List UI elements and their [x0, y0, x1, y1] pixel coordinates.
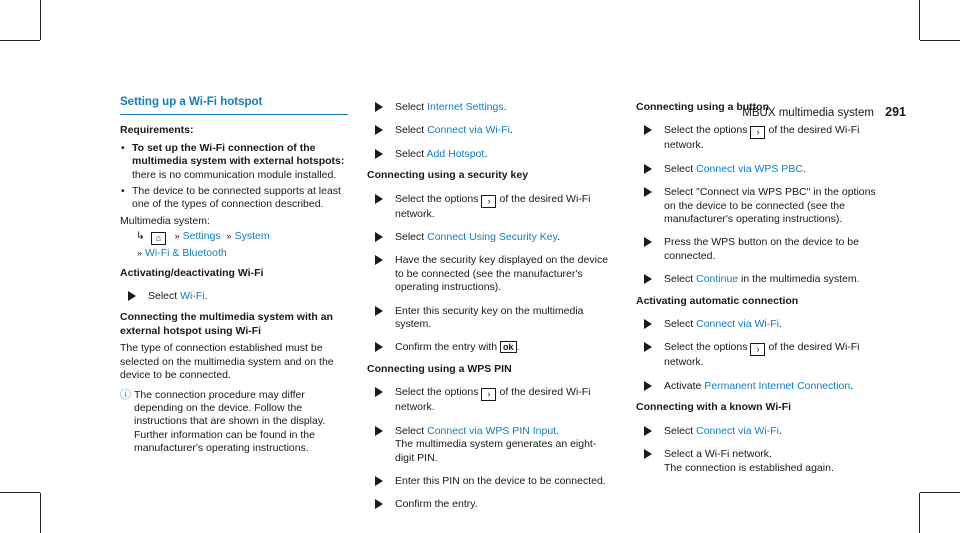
- step-text: Activate: [664, 379, 705, 392]
- crop-mark: [40, 493, 41, 533]
- step: [367, 475, 612, 488]
- step-text: Press the WPS button on the device to be connected.: [664, 236, 859, 262]
- step-text: of the desired Wi-Fi network.: [395, 386, 591, 414]
- menu-path: [120, 230, 348, 245]
- step: Select Wi-Fi.: [120, 290, 348, 303]
- chevron-right-icon: ›: [481, 195, 496, 208]
- column-3: [636, 101, 886, 483]
- step: [636, 186, 886, 226]
- button-heading: Connecting using a button: [636, 101, 769, 113]
- step: Select Connect via Wi-Fi.: [636, 318, 886, 331]
- connect-heading: Connecting the multimedia system with an external hotspot using Wi-Fi: [120, 311, 333, 337]
- chevron-right-icon: ›: [481, 388, 496, 401]
- step-arrow-icon: [375, 149, 383, 159]
- bullet-icon: •: [121, 185, 125, 198]
- path-system: System: [234, 230, 270, 243]
- step-text: Select the options: [395, 192, 479, 205]
- step-arrow-icon: [644, 237, 652, 247]
- step-text: Enter this security key on the multimedia system.: [395, 304, 584, 331]
- menu-link: Connect Using Security Key: [427, 231, 558, 244]
- menu-link: Connect via Wi-Fi: [696, 424, 779, 437]
- step-text: in the multimedia system.: [738, 273, 860, 286]
- requirement-item: [120, 142, 348, 182]
- crop-mark: [0, 40, 40, 41]
- step-text: of the desired Wi-Fi network.: [395, 192, 591, 220]
- menu-link: Permanent Internet Connection: [704, 379, 851, 392]
- step-text: Have the security key displayed on the device to be connected (see the manufacturer's operating instructions).: [395, 254, 609, 294]
- step-text: Select the options: [664, 124, 748, 137]
- info-icon: ⓘ: [120, 388, 131, 401]
- step-text: Select the options: [395, 386, 479, 399]
- step-arrow-icon: [644, 449, 652, 459]
- column-1: [120, 96, 348, 462]
- column-2: [367, 101, 612, 520]
- step-arrow-icon: [375, 306, 383, 316]
- step-text: Select: [664, 273, 697, 286]
- step: Confirm the entry with ok .: [367, 341, 612, 354]
- menu-link-wifi: Wi-Fi: [180, 290, 205, 303]
- step: [636, 341, 886, 369]
- step: [367, 254, 612, 294]
- requirement-item: [120, 185, 348, 212]
- step-arrow-icon: [644, 319, 652, 329]
- crop-mark: [920, 40, 960, 41]
- step: [367, 498, 612, 511]
- step-text: Select: [664, 318, 697, 331]
- path-wifi-bluetooth: Wi-Fi & Bluetooth: [145, 247, 227, 260]
- menu-path: [120, 247, 348, 260]
- auto-connect-heading: Activating automatic connection: [636, 294, 799, 307]
- step-arrow-icon: [375, 342, 383, 352]
- note: [120, 389, 348, 456]
- menu-link: Connect via WPS PIN Input: [427, 424, 557, 437]
- step-text: Select: [395, 147, 427, 160]
- step: [636, 124, 886, 152]
- return-arrow-icon: ↳: [136, 230, 145, 243]
- step-arrow-icon: [375, 102, 383, 112]
- security-key-heading: Connecting using a security key: [367, 169, 529, 182]
- step-arrow-icon: [375, 125, 383, 135]
- step: Select Internet Settings.: [367, 101, 612, 114]
- step-result-text: The multimedia system generates an eight-digit PIN.: [395, 438, 597, 464]
- step-arrow-icon: [375, 255, 383, 265]
- step-text: Select a Wi-Fi network.: [664, 448, 772, 461]
- double-chevron-icon: »: [137, 248, 143, 259]
- step-result-text: The connection is established again.: [664, 461, 834, 474]
- menu-link: Connect via Wi-Fi: [427, 124, 510, 137]
- step: Select Connect via Wi-Fi.: [367, 124, 612, 137]
- step-arrow-icon: [375, 499, 383, 509]
- menu-link: Connect via Wi-Fi: [696, 318, 779, 331]
- step-text: Select: [664, 424, 697, 437]
- step-arrow-icon: [644, 274, 652, 284]
- step-arrow-icon: [644, 125, 652, 135]
- menu-link: Connect via WPS PBC: [696, 162, 803, 175]
- path-settings: Settings: [182, 230, 221, 243]
- step-arrow-icon: [375, 194, 383, 204]
- step: Select Connect Using Security Key.: [367, 231, 612, 244]
- step-text: Select: [395, 424, 428, 437]
- step-arrow-icon: [644, 381, 652, 391]
- step: [367, 193, 612, 221]
- step-arrow-icon: [375, 426, 383, 436]
- step-text: Confirm the entry with: [395, 341, 498, 354]
- step-text: of the desired Wi-Fi network.: [664, 341, 860, 369]
- step-text: Select: [664, 162, 697, 175]
- step-arrow-icon: [375, 476, 383, 486]
- known-wifi-heading: Connecting with a known Wi-Fi: [636, 401, 792, 414]
- crop-mark: [920, 492, 960, 493]
- step: Activate Permanent Internet Connection.: [636, 380, 886, 393]
- ok-icon: ok: [500, 341, 517, 353]
- page-number: 291: [885, 105, 906, 119]
- step-text: of the desired Wi-Fi network.: [664, 124, 860, 152]
- connect-text: The type of connection established must be selected on the multimedia system and on the device to be connected.: [120, 342, 334, 382]
- double-chevron-icon: »: [174, 231, 180, 242]
- requirement-bold: To set up the Wi-Fi connection of the multimedia system with external hotspots:: [132, 141, 345, 168]
- step-text: Select: [148, 290, 181, 303]
- home-icon: ⌂: [151, 232, 166, 245]
- step: [367, 305, 612, 332]
- step-arrow-icon: [128, 291, 136, 301]
- chevron-right-icon: ›: [750, 126, 765, 139]
- menu-link: Continue: [696, 273, 739, 286]
- activate-heading: Activating/deactivating Wi-Fi: [120, 266, 264, 279]
- step: [636, 236, 886, 263]
- multimedia-label: Multimedia system:: [120, 214, 210, 227]
- step: [636, 448, 886, 475]
- step: Select Connect via WPS PIN Input. The multimedia system generates an eight-digit PIN.: [367, 425, 612, 465]
- step-arrow-icon: [644, 164, 652, 174]
- crop-mark: [40, 0, 41, 40]
- requirement-text: The device to be connected supports at least one of the types of connection described.: [132, 185, 341, 211]
- step: [636, 273, 886, 286]
- double-chevron-icon: »: [226, 231, 232, 242]
- step-arrow-icon: [644, 426, 652, 436]
- crop-mark: [0, 492, 40, 493]
- step-text: Select the options: [664, 341, 748, 354]
- step-arrow-icon: [375, 232, 383, 242]
- wps-pin-heading: Connecting using a WPS PIN: [367, 362, 512, 375]
- menu-link: Internet Settings: [427, 101, 504, 113]
- step-text: Select: [395, 124, 428, 137]
- header-title: MBUX multimedia system: [742, 107, 874, 119]
- step: [367, 386, 612, 414]
- step: Select Connect via Wi-Fi.: [636, 425, 886, 438]
- section-title: Setting up a Wi-Fi hotspot: [120, 96, 348, 115]
- requirements-heading: Requirements:: [120, 124, 194, 137]
- requirement-text: there is no communication module installed.: [132, 168, 337, 181]
- step: Select Add Hotspot.: [367, 148, 612, 161]
- step: Select Connect via WPS PBC.: [636, 163, 886, 176]
- step-text: Select: [395, 231, 428, 244]
- bullet-icon: •: [121, 141, 125, 154]
- crop-mark: [919, 493, 920, 533]
- crop-mark: [919, 0, 920, 40]
- step-text: Confirm the entry.: [395, 498, 478, 511]
- note-text: The connection procedure may differ depending on the device. Follow the instructions that are shown in the display. Further information can be found in the manufacturer's operating instructions.: [134, 388, 326, 455]
- step-arrow-icon: [375, 387, 383, 397]
- menu-link: Add Hotspot: [426, 147, 485, 160]
- step-arrow-icon: [644, 342, 652, 352]
- step-text: Select "Connect via WPS PBC" in the options on the device to be connected (see the manufacturer's operating instructions).: [664, 186, 876, 226]
- step-text: Select: [395, 101, 428, 113]
- step-text: Enter this PIN on the device to be connected.: [395, 474, 606, 487]
- chevron-right-icon: ›: [750, 343, 765, 356]
- step-arrow-icon: [644, 187, 652, 197]
